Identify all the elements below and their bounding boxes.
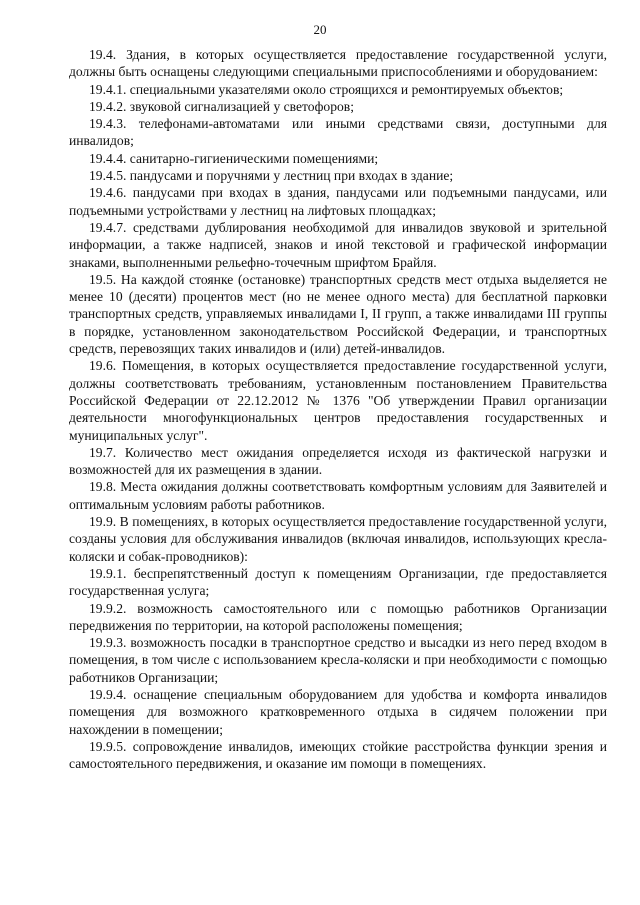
paragraph-19-9-2: 19.9.2. возможность самостоятельного или с помощью работников Организации передвижения по территории, на которой расположены помещения;: [69, 600, 607, 633]
paragraph-19-9: 19.9. В помещениях, в которых осуществляется предоставление государственной услуги, созданы условия для обслуживания инвалидов (включая инвалидов, использующих кресла-коляски и собак-проводников):: [69, 514, 607, 564]
document-body: [69, 46, 607, 772]
paragraph-19-7: 19.7. Количество мест ожидания определяется исходя из фактической нагрузки и возможностей для их размещения в здании.: [69, 444, 607, 478]
paragraph-19-5: 19.5. На каждой стоянке (остановке) транспортных средств мест отдыха выделяется не менее 10 (десяти) процентов мест (но не менее одного места) для бесплатной парковки транспортных средств, управляемых инвалидами I, II групп, а также инвалидами III группы в порядке, установленном законодательством Российской Федерации, и транспортных средств, перевозящих таких инвалидов и (или) детей-инвалидов.: [69, 271, 607, 357]
paragraph-19-4-4: 19.4.4. санитарно-гигиеническими помещениями;: [89, 150, 379, 166]
paragraph-19-9-3: 19.9.3. возможность посадки в транспортное средство и высадки из него перед входом в помещения, в том числе с использованием кресла-коляски и при необходимости с помощью работников Организации;: [69, 635, 607, 685]
paragraph-19-4-5: 19.4.5. пандусами и поручнями у лестниц при входах в здание;: [89, 168, 454, 184]
paragraph-19-4-2: 19.4.2. звуковой сигнализацией у светофоров;: [89, 98, 354, 114]
page-number: 20: [313, 22, 327, 37]
paragraph-19-6: 19.6. Помещения, в которых осуществляется предоставление государственной услуги, должны соответствовать требованиям, установленным постановлением Правительства Российской Федерации от 22.12.2012 № 1376 "Об утверждении Правил организации деятельности многофункциональных центров предоставления государственных и муниципальных услуг".: [69, 358, 607, 443]
paragraph-19-4-3: 19.4.3. телефонами-автоматами или иными средствами связи, доступными для инвалидов;: [69, 116, 607, 149]
paragraph-19-9-4: 19.9.4. оснащение специальным оборудованием для удобства и комфорта инвалидов помещения для возможного кратковременного отдыха в сидячем положении при нахождении в помещении;: [69, 686, 607, 737]
paragraph-19-9-5: 19.9.5. сопровождение инвалидов, имеющих стойкие расстройства функции зрения и самостоятельного передвижения, и оказание им помощи в помещениях.: [69, 738, 607, 772]
paragraph-19-4-1: 19.4.1. специальными указателями около строящихся и ремонтируемых объектов;: [89, 81, 564, 97]
paragraph-19-8: 19.8. Места ожидания должны соответствовать комфортным условиям для Заявителей и оптимальным условиям работы работников.: [69, 479, 607, 512]
paragraph-19-9-1: 19.9.1. беспрепятственный доступ к помещениям Организации, где предоставляется государственная услуга;: [69, 565, 607, 599]
paragraph-19-4-7: 19.4.7. средствами дублирования необходимой для инвалидов звуковой и зрительной информации, а также надписей, знаков и иной текстовой и графической информации знаками, выполненными рельефно-точечным шрифтом Брайля.: [69, 219, 607, 270]
paragraph-19-4: 19.4. Здания, в которых осуществляется предоставление государственной услуги, должны быть оснащены следующими специальными приспособлениями и оборудованием:: [69, 47, 607, 80]
paragraph-19-4-6: 19.4.6. пандусами при входах в здания, пандусами или подъемными пандусами, или подъемными устройствами у лестниц на лифтовых площадках;: [69, 185, 607, 218]
